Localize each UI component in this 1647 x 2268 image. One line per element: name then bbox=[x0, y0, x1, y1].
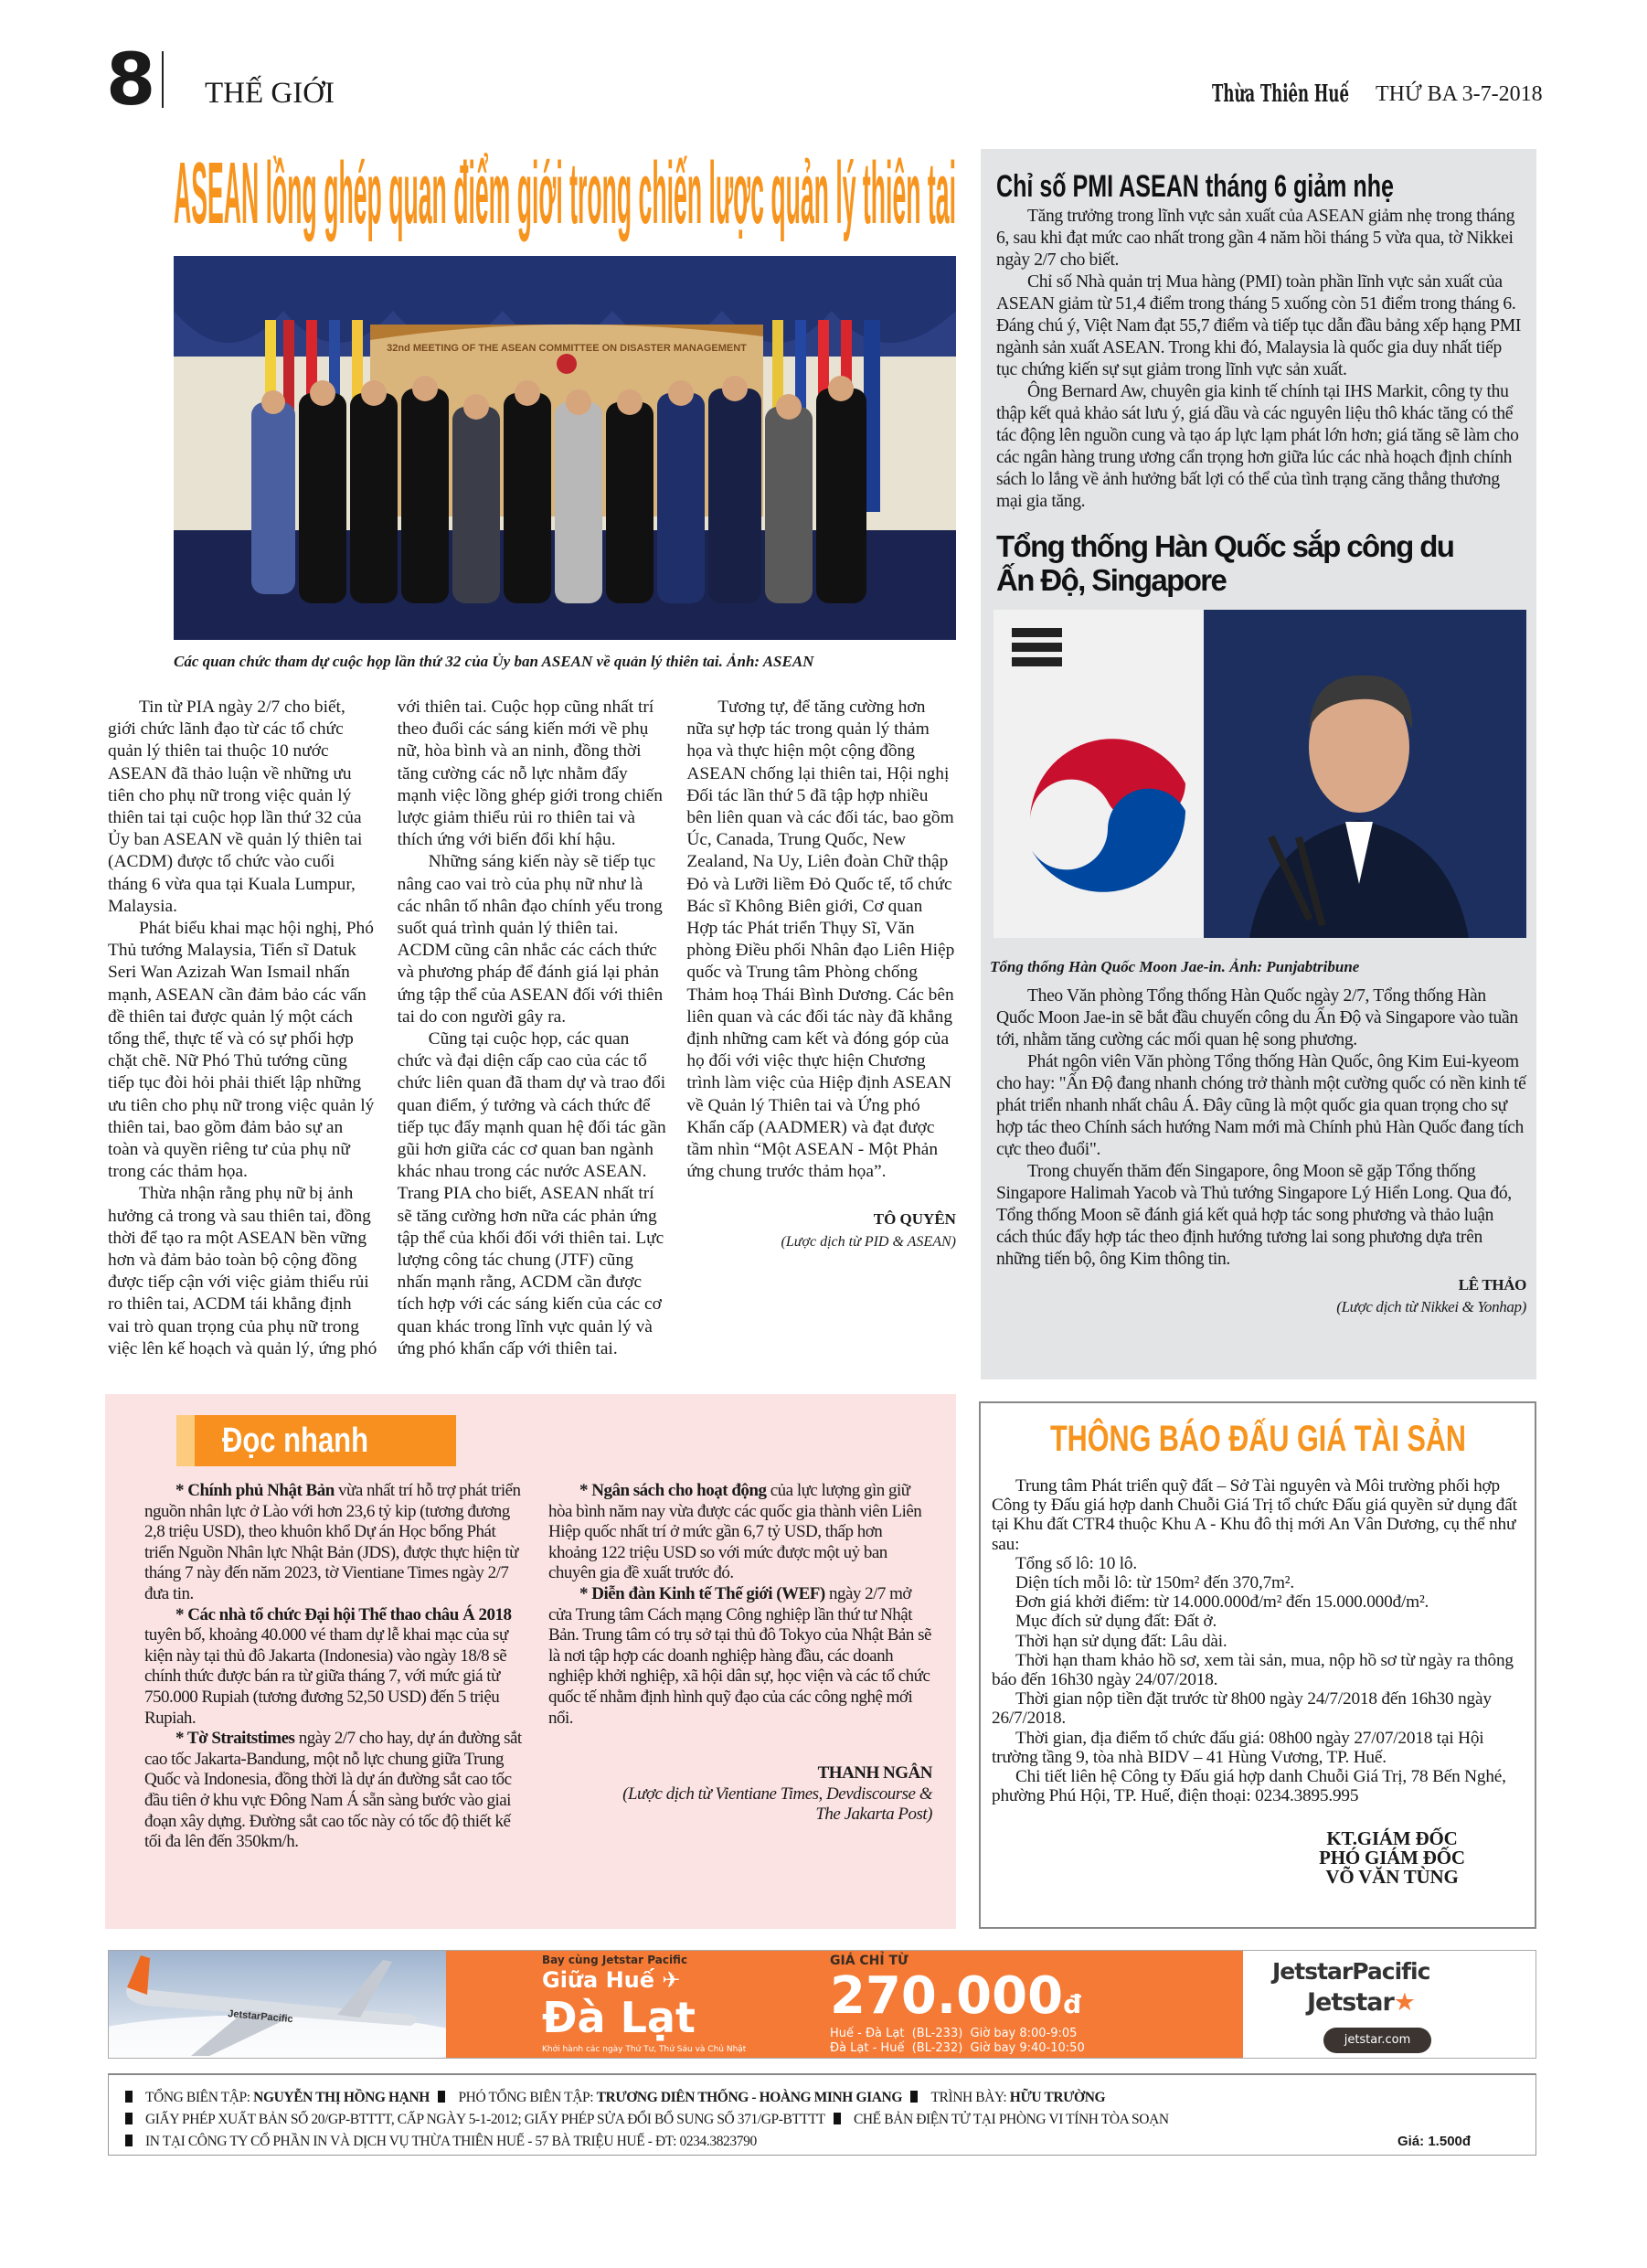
quick-read-item bbox=[144, 1481, 528, 1605]
auction-area: Diện tích mỗi lô: từ 150m² đến 370,7m². bbox=[1015, 1573, 1295, 1593]
sidebar-news-box bbox=[981, 149, 1536, 1379]
page-number: 8 bbox=[106, 39, 154, 122]
plane-livery-text: JetstarPacific bbox=[227, 2008, 294, 2026]
main-headline bbox=[174, 146, 956, 241]
heading-accent bbox=[176, 1415, 195, 1466]
label: TRÌNH BÀY: bbox=[930, 2090, 1010, 2105]
ad-flight-1: Huế - Đà Lạt (BL-233) Giờ bay 8:00-9:05 bbox=[830, 2027, 1078, 2040]
footer-line-2 bbox=[125, 2112, 1169, 2128]
quick-read-title-text: Đọc nhanh bbox=[222, 1421, 368, 1460]
bullet-icon bbox=[910, 2091, 918, 2103]
article-paragraph: Thừa nhận rằng phụ nữ bị ảnh hưởng cả trong và sau thiên tai, đồng thời để tạo ra một ASEAN bền vững hơn và đảm bảo toàn bộ cộng đồng được tiếp cận với việc giảm thiểu rủi ro thiên tai, ACDM tái khẳng định vai trò quan trọng của phụ nữ trong việc lên kế hoạch và quản lý, ứng phó với thiên tai. Cuộc họp cũng nhất trí theo đuổi các sáng kiến mới về phụ nữ, hòa bình và an ninh, đồng thời tăng cường các nỗ lực nhằm đẩy mạnh việc lồng ghép giới trong chiến lược giảm thiểu rủi ro thiên tai và thích ứng với biến đổi khí hậu. bbox=[108, 697, 663, 1358]
bullet-icon bbox=[438, 2091, 445, 2103]
quick-read-source: (Lược dịch từ Vientiane Times, Devdiscourse & The Jakarta Post) bbox=[622, 1784, 932, 1825]
item-text: của lực lượng gìn giữ hòa bình năm nay vừa được các quốc gia thành viên Liên Hiệp quốc nhất trí ở mức gần 6,7 tỷ USD, thấp hơn khoảng 122 triệu USD so với mức được một uỷ ban chuyên gia đề xuất trước đó. bbox=[548, 1481, 922, 1583]
price-value: 270.000 bbox=[830, 1966, 1064, 2026]
korea-source: (Lược dịch từ Nikkei & Yonhap) bbox=[1336, 1298, 1526, 1315]
quick-read-col-left bbox=[144, 1481, 528, 1853]
auction-purpose: Mục đích sử dụng đất: Đất ở. bbox=[1015, 1612, 1217, 1632]
article-author: TÔ QUYÊN bbox=[873, 1210, 956, 1229]
editor-in-chief: NGUYỄN THỊ HỒNG HẠNH bbox=[253, 2090, 430, 2105]
article-source: (Lược dịch từ PID & ASEAN) bbox=[781, 1233, 956, 1250]
korea-title: Tổng thống Hàn Quốc sắp công du Ấn Độ, Singapore bbox=[996, 529, 1454, 597]
signature-line: PHÓ GIÁM ĐỐC bbox=[1319, 1847, 1465, 1869]
auction-contact: Chi tiết liên hệ Công ty Đấu giá hợp danh Chuỗi Giá Trị, 78 Bến Nghé, phường Phú Hội, TP. Huế, điện thoại: 0234.3895.995 bbox=[992, 1767, 1506, 1806]
masthead bbox=[1212, 80, 1358, 108]
auction-body bbox=[992, 1476, 1526, 1887]
item-lead: * Các nhà tổ chức Đại hội Thể thao châu Á 2018 bbox=[175, 1604, 512, 1624]
main-article-body bbox=[108, 697, 956, 1378]
ad-tagline: Bay cùng Jetstar Pacific bbox=[542, 1954, 688, 1966]
price-currency: đ bbox=[1063, 1989, 1082, 2019]
jetstar-ad-banner[interactable] bbox=[108, 1950, 1536, 2059]
ad-route-1 bbox=[542, 1967, 680, 1993]
quick-read-col-right bbox=[548, 1481, 932, 1826]
auction-price: Đơn giá khởi điểm: từ 14.000.000đ/m² đến 15.000.000đ/m². bbox=[1015, 1592, 1429, 1613]
newspaper-price: Giá: 1.500đ bbox=[1397, 2134, 1472, 2149]
article-paragraph: Cũng tại cuộc họp, các quan chức và đại diện cấp cao của các tổ chức liên quan đã tham dự và trao đổi quan điểm, ý tưởng và cách thức để tiếp tục đẩy mạnh quan hệ đối tác gần gũi hơn giữa các cơ quan ban ngành khác nhau trong các nước ASEAN. Trang PIA cho biết, ASEAN nhất trí sẽ tăng cường hơn nữa các phản ứng tập thể của khối đối với thiên tai. Lực lượng công tác chung (JTF) cũng nhấn mạnh rằng, ACDM cần được tích hợp với các sáng kiến của các cơ quan khác trong lĩnh vực quản lý và ứng phó khẩn cấp với thiên tai. bbox=[397, 1029, 666, 1358]
asean-emblem bbox=[557, 354, 577, 374]
label: PHÓ TỔNG BIÊN TẬP: bbox=[458, 2090, 597, 2105]
quick-read-item bbox=[548, 1481, 932, 1584]
imprint-footer bbox=[108, 2073, 1536, 2156]
backdrop-text: 32nd MEETING OF THE ASEAN COMMITTEE ON DISASTER MANAGEMENT bbox=[387, 343, 747, 354]
auction-signature bbox=[1255, 1829, 1529, 1887]
ad-note: Khởi hành các ngày Thứ Tư, Thứ Sáu và Chủ Nhật bbox=[542, 2045, 747, 2054]
quick-read-item bbox=[548, 1584, 932, 1729]
license-text: GIẤY PHÉP XUẤT BẢN SỐ 20/GP-BTTTT, CẤP NGÀY 5-1-2012; GIẤY PHÉP SỬA ĐỔI BỔ SUNG SỐ 371/GP-BTTTT bbox=[145, 2112, 825, 2127]
pmi-title bbox=[996, 169, 1398, 206]
article-paragraph: Phát biểu khai mạc hội nghị, Phó Thủ tướng Malaysia, Tiến sĩ Datuk Seri Wan Azizah Wan Ismail nhấn mạnh, ASEAN cần đảm bảo các vấn đề thiên tai được quản lý một cách tổng thể, thực tế và có sự phối hợp chặt chẽ. Nữ Phó Thủ tướng cũng tiếp tục đòi hỏi phải thiết lập những ưu tiên cho phụ nữ trong việc quản lý thiên tai, bao gồm đảm bảo sự an toàn và quyền riêng tư của phụ nữ trong các thảm họa. bbox=[108, 919, 375, 1182]
auction-docs-deadline: Thời hạn tham khảo hồ sơ, xem tài sản, mua, nộp hồ sơ từ ngày ra thông báo đến 16h30 ngày 24/07/2018. bbox=[992, 1650, 1514, 1690]
header-divider bbox=[162, 51, 164, 108]
korea-body bbox=[996, 985, 1526, 1318]
pmi-body bbox=[996, 206, 1526, 513]
ad-flight-2: Đà Lạt - Huế (BL-232) Giờ bay 9:40-10:50 bbox=[830, 2041, 1085, 2055]
auction-notice bbox=[979, 1401, 1536, 1929]
typesetting-text: CHẾ BẢN ĐIỆN TỬ TẠI PHÒNG VI TÍNH TÒA SOẠN bbox=[853, 2112, 1169, 2127]
bullet-icon bbox=[125, 2113, 133, 2124]
ad-offer bbox=[446, 1951, 1243, 2058]
jetstar-website-button[interactable]: jetstar.com bbox=[1323, 2028, 1431, 2053]
printer-text: IN TẠI CÔNG TY CỔ PHẦN IN VÀ DỊCH VỤ THỪA THIÊN HUẾ - 57 BÀ TRIỆU HUẾ - ĐT: 0234.3823790 bbox=[145, 2134, 757, 2149]
item-text: ngày 2/7 cho hay, dự án đường sắt cao tốc Jakarta-Bandung, một nỗ lực chung giữa Trung Quốc và Indonesia, đồng thời là dự án đường sắt cao tốc đầu tiên ở khu vực Đông Nam Á sẵn sàng bước vào giai đoạn xây dựng. Đường sắt cao tốc này có tốc độ thiết kế tối đa lên đến 350km/h. bbox=[144, 1729, 522, 1852]
deputy-editors: TRƯƠNG DIÊN THỐNG - HOÀNG MINH GIANG bbox=[596, 2090, 902, 2105]
route-1-text: Giữa Huế bbox=[542, 1967, 655, 1993]
korea-paragraph: Theo Văn phòng Tổng thống Hàn Quốc ngày 2/7, Tổng thống Hàn Quốc Moon Jae-in sẽ bắt đầu chuyến công du Ấn Độ và Singapore vào tuần tới, nhằm tăng cường các mối quan hệ song phương. bbox=[996, 986, 1518, 1049]
item-text: tuyên bố, khoảng 40.000 vé tham dự lễ khai mạc của sự kiện này tại thủ đô Jakarta (Indonesia) vào ngày 18/8 sẽ chính thức được bán ra từ giữa tháng 7, với mức giá từ 750.000 Rupiah (tương đương 52,50 USD) đến 5 triệu Rupiah. bbox=[144, 1625, 508, 1728]
korea-paragraph: Phát ngôn viên Văn phòng Tổng thống Hàn Quốc, ông Kim Eui-kyeom cho hay: "Ấn Độ đang nhanh chóng trở thành một cường quốc có nền kinh tế phát triển nhanh nhất châu Á. Đây cũng là một quốc gia quan trọng cho sự hợp tác theo Chính sách hướng Nam mới mà Chính phủ Hàn Quốc đang tích cực theo đuổi". bbox=[996, 1052, 1526, 1159]
auction-intro: Trung tâm Phát triển quỹ đất – Sở Tài nguyên và Môi trường phối hợp Công ty Đấu giá hợp danh Chuỗi Giá Trị tổ chức Đấu giá quyền sử dụng đất tại Khu đất CTR4 thuộc Khu A - Khu đô thị mới An Vân Dương, cụ thể như sau: bbox=[992, 1476, 1517, 1554]
section-title: THẾ GIỚI bbox=[205, 77, 335, 110]
article-paragraph: Những sáng kiến này sẽ tiếp tục nâng cao vai trò của phụ nữ như là các nhân tố nhân đạo chính yếu trong suốt quá trình quản lý thiên tai. ACDM cũng cân nhắc các cách thức và phương pháp để đánh giá lại phản ứng tập thể của ASEAN đối với thiên tai do con người gây ra. bbox=[397, 852, 664, 1027]
bullet-icon bbox=[125, 2091, 133, 2103]
auction-venue: Thời gian, địa điểm tổ chức đấu giá: 08h00 ngày 27/07/2018 tại Hội trường tầng 9, tòa nhà BIDV – 41 Hùng Vương, TP. Huế. bbox=[992, 1728, 1484, 1767]
item-lead: * Tờ Straitstimes bbox=[175, 1729, 295, 1749]
item-text: vừa nhất trí hỗ trợ phát triển nguồn nhân lực ở Lào với hơn 23,6 tỷ kip (tương đương 2,8 triệu USD), theo khuôn khổ Dự án Học bổng Phát triển Nguồn Nhân lực Nhật Bản (JDS), được thực hiện từ tháng 7 này đến năm 2023, tờ Vientiane Times ngày 2/7 đưa tin. bbox=[144, 1481, 521, 1603]
signature-line: KT.GIÁM ĐỐC bbox=[1326, 1827, 1458, 1850]
item-lead: * Chính phủ Nhật Bản bbox=[175, 1481, 335, 1500]
quick-read-heading-bar bbox=[176, 1415, 456, 1466]
pmi-paragraph: Tăng trưởng trong lĩnh vực sản xuất của ASEAN giảm nhẹ trong tháng 6, sau khi đạt mức cao nhất trong gần 4 năm hồi tháng 5 vừa qua, tờ Nikkei ngày 2/7 cho biết. bbox=[996, 207, 1515, 270]
footer-line-1 bbox=[125, 2090, 1105, 2106]
star-icon: ★ bbox=[1393, 1988, 1415, 2017]
signature-name: VÕ VĂN TÙNG bbox=[1325, 1866, 1459, 1889]
moon-jae-in-photo bbox=[994, 610, 1526, 938]
ad-price-label: GIÁ CHỈ TỪ bbox=[830, 1954, 909, 1968]
jetstar-pacific-logo: JetstarPacific bbox=[1272, 1958, 1430, 1985]
plane-icon: ✈ bbox=[662, 1967, 681, 1993]
label: TỔNG BIÊN TẬP: bbox=[145, 2090, 254, 2105]
headline-text: ASEAN lồng ghép quan điểm giới trong chiến lược quản lý thiên tai bbox=[174, 144, 956, 242]
ad-route-2: Đà Lạt bbox=[542, 1993, 696, 2042]
jetstar-logo-text: Jetstar bbox=[1307, 1988, 1394, 2017]
bullet-icon bbox=[125, 2135, 133, 2146]
officials bbox=[251, 389, 866, 603]
bullet-icon bbox=[834, 2113, 841, 2124]
pmi-paragraph: Chỉ số Nhà quản trị Mua hàng (PMI) toàn phần lĩnh vực sản xuất của ASEAN giảm từ 51,4 điểm trong tháng 5 xuống còn 51 điểm trong tháng 6. Đáng chú ý, Việt Nam đạt 55,7 điểm và tiếp tục dẫn đầu bảng xếp hạng PMI ngành sản xuất ASEAN. Trong khi đó, Malaysia là quốc gia duy nhất tiếp tục chứng kiến sự sụt giảm trong lĩnh vực sản xuất. bbox=[996, 272, 1521, 379]
quick-read-title bbox=[222, 1421, 401, 1461]
quick-read-item bbox=[144, 1605, 528, 1730]
auction-term: Thời hạn sử dụng đất: Lâu dài. bbox=[1015, 1631, 1227, 1651]
footer-line-3 bbox=[125, 2134, 757, 2150]
korea-author: LÊ THẢO bbox=[1458, 1276, 1526, 1294]
auction-title bbox=[981, 1418, 1535, 1460]
jetstar-logos bbox=[1243, 1951, 1535, 2058]
photo-caption: Các quan chức tham dự cuộc họp lần thứ 32 của Ủy ban ASEAN về quản lý thiên tai. Ảnh: ASEAN bbox=[174, 653, 814, 670]
pmi-title-text: Chỉ số PMI ASEAN tháng 6 giảm nhẹ bbox=[996, 169, 1394, 204]
item-lead: * Diễn đàn Kinh tế Thế giới (WEF) bbox=[579, 1583, 825, 1603]
article-paragraph: Tương tự, để tăng cường hơn nữa sự hợp tác trong quản lý thảm họa và thực hiện một cộng đồng ASEAN chống lại thiên tai, Hội nghị Đối tác lần thứ 5 đã tập hợp nhiều bên liên quan và các đối tác, bao gồm Úc, Canada, Trung Quốc, New Zealand, Na Uy, Liên đoàn Chữ thập Đỏ và Lưỡi liềm Đỏ Quốc tế, tổ chức Bác sĩ Không Biên giới, Cơ quan Hợp tác Phát triển Thụy Sĩ, Văn phòng Điều phối Nhân đạo Liên Hiệp quốc và Trung tâm Phòng chống Thảm hoạ Thái Bình Dương. Các bên liên quan và các đối tác này đã khẳng định những cam kết và đóng góp của họ đối với việc thực hiện Chương trình làm việc của Hiệp định ASEAN về Quản lý Thiên tai và Ứng phó Khẩn cấp (AADMER) và đạt được tầm nhìn “Một ASEAN - Một Phản ứng chung trước thảm họa”. bbox=[686, 697, 955, 1182]
auction-total-lots: Tổng số lô: 10 lô. bbox=[1015, 1553, 1137, 1573]
korea-photo-caption: Tổng thống Hàn Quốc Moon Jae-in. Ảnh: Punjabtribune bbox=[990, 958, 1360, 975]
auction-deposit: Thời gian nộp tiền đặt trước từ 8h00 ngày 24/7/2018 đến 16h30 ngày 26/7/2018. bbox=[992, 1689, 1492, 1729]
korea-paragraph: Trong chuyến thăm đến Singapore, ông Moon sẽ gặp Tổng thống Singapore Halimah Yacob và Thủ tướng Singapore Lý Hiển Long. Qua đó, Tổng thống Moon sẽ đánh giá kết quả hợp tác song phương và thảo luận cách thúc đẩy hợp tác theo định hướng tương lai song phương dựa trên những tiến bộ, ông Kim thông tin. bbox=[996, 1162, 1512, 1269]
item-text: ngày 2/7 mở cửa Trung tâm Cách mạng Công nghiệp lần thứ tư Nhật Bản. Trung tâm có trụ sở tại thủ đô Tokyo của Nhật Bản sẽ là nơi tập hợp các doanh nghiệp hàng đầu, các doanh nghiệp khởi nghiệp, xã hội dân sự, học viện và các tổ chức quốc tế nhằm định hình quỹ đạo của các công nghệ mới nổi. bbox=[548, 1583, 931, 1728]
item-lead: * Ngân sách cho hoạt động bbox=[579, 1481, 767, 1500]
jetstar-logo bbox=[1307, 1987, 1415, 2018]
auction-title-text: THÔNG BÁO ĐẤU GIÁ TÀI SẢN bbox=[1049, 1419, 1466, 1459]
quick-read-box bbox=[105, 1394, 956, 1929]
quick-read-author: THANH NGÂN bbox=[817, 1763, 932, 1784]
pmi-paragraph: Ông Bernard Aw, chuyên gia kinh tế chính tại IHS Markit, công ty thu thập kết quả khảo sát lưu ý, giá dầu và các nguyên liệu thô khác tăng có thể tác động lên nguồn cung và tạo áp lực lạm phát lớn hơn; giá tăng sẽ làm cho các ngân hàng trung ương cẩn trọng hơn giữa lúc các nhà hoạch định chính sách lo lắng về ảnh hưởng bất lợi có thể của tình trạng căng thẳng thương mại gia tăng. bbox=[996, 382, 1519, 511]
asean-meeting-photo bbox=[174, 256, 956, 640]
layout-designer: HỮU TRƯỜNG bbox=[1009, 2090, 1106, 2105]
airplane-image bbox=[109, 1951, 446, 2058]
ad-price bbox=[830, 1966, 1082, 2032]
quick-read-item bbox=[144, 1729, 528, 1853]
masthead-text: Thừa Thiên Huế bbox=[1212, 80, 1349, 108]
article-paragraph: Tin từ PIA ngày 2/7 cho biết, giới chức lãnh đạo từ các tổ chức quản lý thiên tai thuộc 10 nước ASEAN đã thảo luận về những ưu tiên cho phụ nữ trong việc quản lý thiên tai tại cuộc họp lần thứ 32 của Ủy ban ASEAN về quản lý thiên tai (ACDM) được tổ chức vào cuối tháng 6 vừa qua tại Kuala Lumpur, Malaysia. bbox=[108, 697, 363, 916]
issue-date: THỨ BA 3-7-2018 bbox=[1376, 82, 1543, 106]
